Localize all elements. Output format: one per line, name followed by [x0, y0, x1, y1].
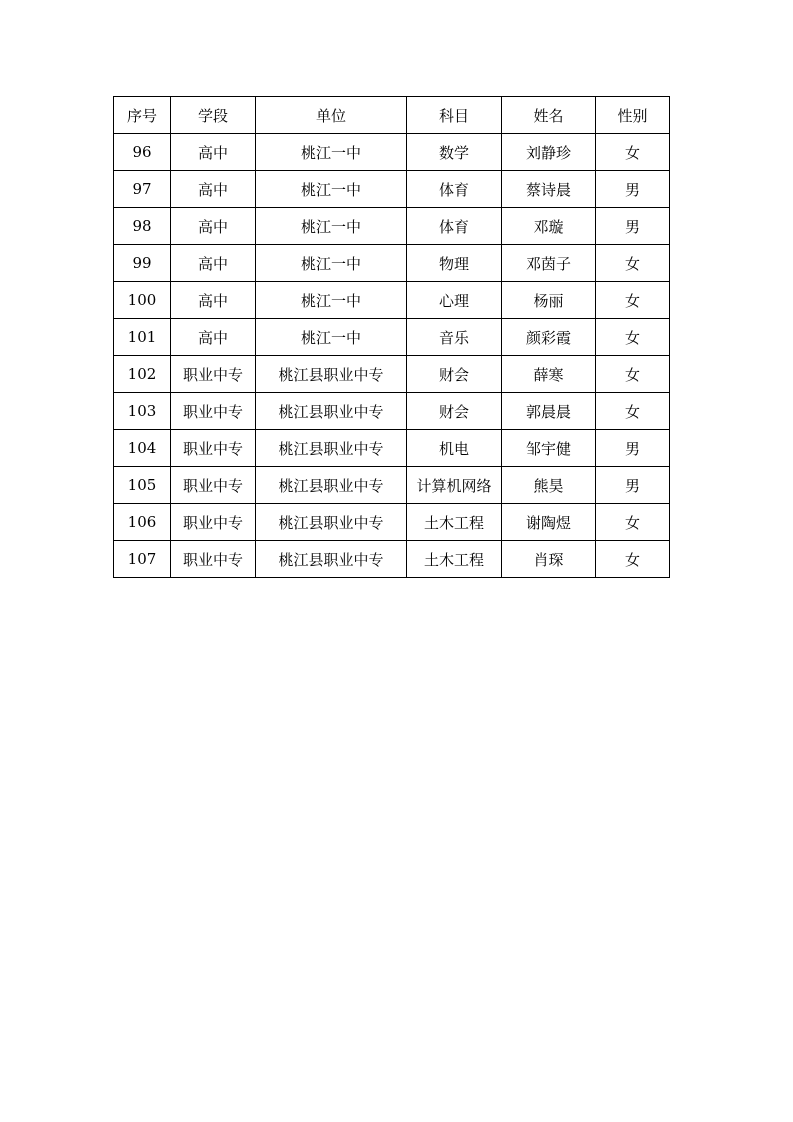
cell-subject: 物理 [407, 245, 502, 282]
cell-name: 肖琛 [502, 541, 596, 578]
cell-seq: 105 [114, 467, 171, 504]
cell-unit: 桃江县职业中专 [256, 430, 407, 467]
cell-seq: 96 [114, 134, 171, 171]
cell-unit: 桃江一中 [256, 319, 407, 356]
cell-stage: 职业中专 [171, 504, 256, 541]
cell-stage: 高中 [171, 171, 256, 208]
cell-seq: 98 [114, 208, 171, 245]
cell-subject: 体育 [407, 171, 502, 208]
cell-subject: 音乐 [407, 319, 502, 356]
table-row [114, 245, 670, 282]
cell-unit: 桃江县职业中专 [256, 504, 407, 541]
cell-name: 邓茵子 [502, 245, 596, 282]
table-row [114, 171, 670, 208]
cell-subject: 数学 [407, 134, 502, 171]
cell-gender: 女 [596, 393, 670, 430]
cell-stage: 高中 [171, 208, 256, 245]
cell-seq: 104 [114, 430, 171, 467]
cell-unit: 桃江县职业中专 [256, 541, 407, 578]
cell-unit: 桃江县职业中专 [256, 393, 407, 430]
cell-seq: 101 [114, 319, 171, 356]
cell-gender: 男 [596, 171, 670, 208]
cell-name: 郭晨晨 [502, 393, 596, 430]
cell-gender: 女 [596, 134, 670, 171]
cell-stage: 高中 [171, 282, 256, 319]
cell-gender: 男 [596, 430, 670, 467]
cell-name: 杨丽 [502, 282, 596, 319]
cell-subject: 财会 [407, 356, 502, 393]
header-gender: 性别 [596, 97, 670, 134]
cell-stage: 职业中专 [171, 356, 256, 393]
header-seq: 序号 [114, 97, 171, 134]
cell-stage: 职业中专 [171, 393, 256, 430]
cell-unit: 桃江县职业中专 [256, 356, 407, 393]
cell-gender: 女 [596, 282, 670, 319]
header-unit: 单位 [256, 97, 407, 134]
cell-gender: 女 [596, 245, 670, 282]
cell-seq: 107 [114, 541, 171, 578]
cell-stage: 职业中专 [171, 467, 256, 504]
cell-gender: 男 [596, 467, 670, 504]
cell-seq: 106 [114, 504, 171, 541]
table-row [114, 282, 670, 319]
table-row [114, 467, 670, 504]
cell-seq: 102 [114, 356, 171, 393]
cell-subject: 财会 [407, 393, 502, 430]
cell-name: 薛寒 [502, 356, 596, 393]
table-row [114, 393, 670, 430]
header-name: 姓名 [502, 97, 596, 134]
cell-stage: 职业中专 [171, 430, 256, 467]
table-row [114, 504, 670, 541]
cell-name: 邓璇 [502, 208, 596, 245]
cell-gender: 女 [596, 319, 670, 356]
cell-gender: 女 [596, 504, 670, 541]
cell-unit: 桃江一中 [256, 282, 407, 319]
cell-stage: 高中 [171, 245, 256, 282]
cell-subject: 土木工程 [407, 541, 502, 578]
table-row [114, 356, 670, 393]
cell-seq: 97 [114, 171, 171, 208]
cell-subject: 机电 [407, 430, 502, 467]
cell-gender: 女 [596, 541, 670, 578]
header-stage: 学段 [171, 97, 256, 134]
cell-name: 谢陶煜 [502, 504, 596, 541]
cell-unit: 桃江县职业中专 [256, 467, 407, 504]
cell-unit: 桃江一中 [256, 208, 407, 245]
table-row [114, 541, 670, 578]
table-row [114, 430, 670, 467]
cell-subject: 心理 [407, 282, 502, 319]
cell-stage: 职业中专 [171, 541, 256, 578]
roster-table [113, 96, 670, 578]
cell-subject: 土木工程 [407, 504, 502, 541]
cell-name: 刘静珍 [502, 134, 596, 171]
cell-gender: 男 [596, 208, 670, 245]
cell-name: 邹宇健 [502, 430, 596, 467]
table-row [114, 319, 670, 356]
cell-stage: 高中 [171, 134, 256, 171]
table-row [114, 208, 670, 245]
table-header-row [114, 97, 670, 134]
table-row [114, 134, 670, 171]
header-subject: 科目 [407, 97, 502, 134]
cell-name: 蔡诗晨 [502, 171, 596, 208]
cell-gender: 女 [596, 356, 670, 393]
cell-unit: 桃江一中 [256, 171, 407, 208]
cell-subject: 体育 [407, 208, 502, 245]
cell-seq: 103 [114, 393, 171, 430]
cell-name: 熊昊 [502, 467, 596, 504]
cell-seq: 99 [114, 245, 171, 282]
cell-seq: 100 [114, 282, 171, 319]
cell-unit: 桃江一中 [256, 134, 407, 171]
cell-subject: 计算机网络 [407, 467, 502, 504]
cell-stage: 高中 [171, 319, 256, 356]
cell-name: 颜彩霞 [502, 319, 596, 356]
cell-unit: 桃江一中 [256, 245, 407, 282]
